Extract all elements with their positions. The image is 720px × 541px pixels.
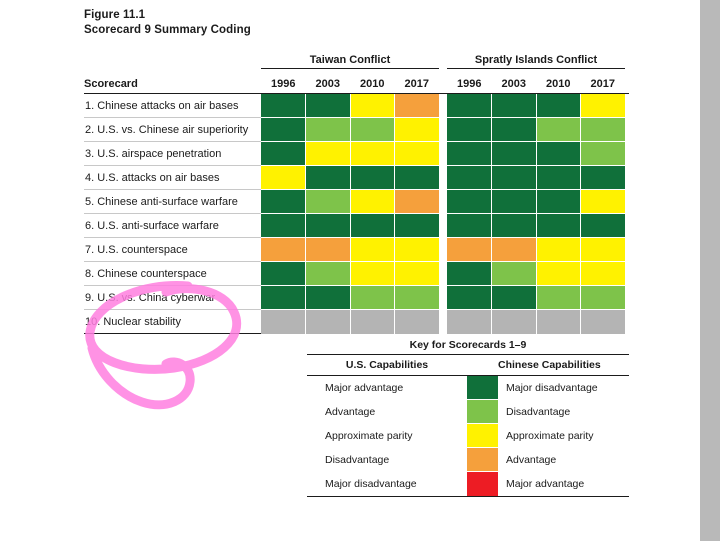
cell-spratly-1 [492,190,537,214]
cell-taiwan-0 [261,214,306,238]
cell-spratly-1 [492,214,537,238]
legend-column-headers [307,355,629,376]
figure-block [84,8,629,334]
row-label: 6. U.S. anti-surface warfare [84,214,261,238]
scorecard-column-header: Scorecard [84,78,138,90]
legend-column-us: U.S. Capabilities [345,359,429,371]
cells-taiwan [261,238,439,262]
cell-spratly-1 [492,238,537,262]
cell-spratly-2 [537,166,582,190]
legend-row [307,424,629,448]
cell-taiwan-1 [306,190,351,214]
legend-row [307,448,629,472]
year-header-taiwan-2003: 2003 [315,78,340,90]
cell-spratly-0 [447,262,492,286]
row-label: 9. U.S. vs. China cyberwar [84,286,261,310]
cells-gap [439,94,447,118]
cell-spratly-0 [447,166,492,190]
cells-spratly [447,262,625,286]
conflict-group-header-row [84,47,629,69]
cell-spratly-2 [537,310,582,334]
cell-spratly-1 [492,286,537,310]
row-label: 2. U.S. vs. Chinese air superiority [84,118,261,142]
cells-taiwan [261,286,439,310]
cells-taiwan [261,118,439,142]
table-row [84,94,629,118]
cells-spratly [447,310,625,334]
year-header-row [84,69,629,94]
figure-title: Scorecard 9 Summary Coding [84,24,251,36]
cells-gap [439,238,447,262]
cell-taiwan-3 [395,190,439,214]
cell-taiwan-0 [261,166,306,190]
scorecard-table [84,47,629,334]
cells-gap [439,262,447,286]
legend-china-label: Advantage [506,454,557,466]
year-header-taiwan-1996: 1996 [271,78,296,90]
cell-spratly-0 [447,142,492,166]
cells-taiwan [261,310,439,334]
cells-gap [439,142,447,166]
row-label: 5. Chinese anti-surface warfare [84,190,261,214]
cell-taiwan-2 [351,238,396,262]
cell-spratly-3 [581,262,625,286]
cell-taiwan-3 [395,142,439,166]
cells-spratly [447,166,625,190]
cell-taiwan-2 [351,166,396,190]
cell-taiwan-3 [395,94,439,118]
cell-taiwan-2 [351,142,396,166]
cell-taiwan-2 [351,286,396,310]
legend-china-label: Approximate parity [506,430,594,442]
cells-taiwan [261,166,439,190]
cell-spratly-0 [447,310,492,334]
cell-spratly-2 [537,190,582,214]
cells-gap [439,310,447,334]
cell-taiwan-2 [351,310,396,334]
cell-spratly-0 [447,214,492,238]
cell-taiwan-2 [351,214,396,238]
legend-block [307,339,629,497]
legend-rows [307,376,629,497]
cell-taiwan-0 [261,238,306,262]
year-header-spratly-2010: 2010 [546,78,571,90]
cell-taiwan-3 [395,118,439,142]
group-header-spratly: Spratly Islands Conflict [447,54,625,69]
year-header-taiwan-2017: 2017 [404,78,429,90]
cell-spratly-1 [492,262,537,286]
cell-taiwan-2 [351,94,396,118]
legend-us-label: Major advantage [325,382,404,394]
cells-taiwan [261,190,439,214]
cell-spratly-3 [581,214,625,238]
table-row [84,238,629,262]
cells-spratly [447,94,625,118]
cell-spratly-2 [537,118,582,142]
cell-taiwan-1 [306,142,351,166]
cell-spratly-0 [447,238,492,262]
cell-spratly-2 [537,214,582,238]
cell-taiwan-1 [306,262,351,286]
cell-spratly-3 [581,94,625,118]
legend-color-swatch [467,472,498,496]
legend-color-swatch [467,400,498,424]
cell-taiwan-3 [395,214,439,238]
cell-taiwan-0 [261,118,306,142]
table-row [84,190,629,214]
cell-spratly-2 [537,94,582,118]
cell-taiwan-3 [395,238,439,262]
cells-taiwan [261,214,439,238]
cells-gap [439,118,447,142]
cell-spratly-2 [537,286,582,310]
year-header-spratly-2003: 2003 [501,78,526,90]
cell-taiwan-0 [261,310,306,334]
table-row [84,166,629,190]
legend-color-swatch [467,448,498,472]
legend-china-label: Major advantage [506,478,585,490]
legend-title: Key for Scorecards 1–9 [307,339,629,355]
legend-row [307,400,629,424]
cell-spratly-0 [447,286,492,310]
cell-spratly-3 [581,286,625,310]
cell-spratly-1 [492,118,537,142]
cell-taiwan-0 [261,262,306,286]
cell-spratly-1 [492,142,537,166]
row-label: 1. Chinese attacks on air bases [84,94,261,118]
legend-us-label: Approximate parity [325,430,413,442]
cell-taiwan-1 [306,310,351,334]
cell-taiwan-0 [261,286,306,310]
row-label: 10. Nuclear stability [84,310,261,334]
table-row [84,142,629,166]
cell-taiwan-2 [351,190,396,214]
cells-spratly [447,238,625,262]
table-row [84,214,629,238]
cell-taiwan-3 [395,262,439,286]
cells-gap [439,190,447,214]
figure-caption [84,8,629,38]
cells-spratly [447,286,625,310]
cell-taiwan-2 [351,262,396,286]
cell-taiwan-0 [261,94,306,118]
cell-taiwan-1 [306,286,351,310]
spratly-year-headers [447,78,625,93]
legend-us-label: Disadvantage [325,454,390,466]
row-label: 4. U.S. attacks on air bases [84,166,261,190]
cell-spratly-1 [492,310,537,334]
cell-spratly-1 [492,166,537,190]
year-header-spratly-2017: 2017 [590,78,615,90]
cell-spratly-2 [537,238,582,262]
cell-taiwan-1 [306,94,351,118]
table-row [84,286,629,310]
cell-spratly-3 [581,238,625,262]
cell-spratly-3 [581,310,625,334]
figure-number: Figure 11.1 [84,9,146,21]
cells-taiwan [261,142,439,166]
cell-spratly-2 [537,142,582,166]
cells-taiwan [261,94,439,118]
cells-gap [439,214,447,238]
cell-spratly-3 [581,190,625,214]
legend-china-label: Major disadvantage [506,382,598,394]
row-label: 7. U.S. counterspace [84,238,261,262]
cells-spratly [447,190,625,214]
cell-taiwan-0 [261,190,306,214]
legend-us-label: Advantage [325,406,376,418]
cells-spratly [447,142,625,166]
legend-color-swatch [467,376,498,400]
cell-spratly-2 [537,262,582,286]
cell-spratly-0 [447,94,492,118]
legend-row [307,376,629,400]
cell-taiwan-1 [306,166,351,190]
cells-taiwan [261,262,439,286]
cells-gap [439,166,447,190]
year-header-spratly-1996: 1996 [457,78,482,90]
cell-taiwan-3 [395,166,439,190]
cell-taiwan-1 [306,214,351,238]
scorecard-rows [84,94,629,334]
group-header-taiwan: Taiwan Conflict [261,54,439,69]
cells-gap [439,286,447,310]
cell-taiwan-3 [395,286,439,310]
legend-row [307,472,629,497]
cell-taiwan-2 [351,118,396,142]
cell-spratly-1 [492,94,537,118]
cells-spratly [447,214,625,238]
year-header-taiwan-2010: 2010 [360,78,385,90]
cells-spratly [447,118,625,142]
legend-china-label: Disadvantage [506,406,571,418]
cell-spratly-0 [447,118,492,142]
cell-spratly-3 [581,118,625,142]
table-row [84,118,629,142]
cell-taiwan-1 [306,238,351,262]
legend-color-swatch [467,424,498,448]
taiwan-year-headers [261,78,439,93]
legend-us-label: Major disadvantage [325,478,417,490]
table-row [84,310,629,334]
legend-column-china: Chinese Capabilities [498,359,601,371]
row-label: 8. Chinese counterspace [84,262,261,286]
cell-taiwan-3 [395,310,439,334]
table-row [84,262,629,286]
cell-taiwan-0 [261,142,306,166]
cell-taiwan-1 [306,118,351,142]
cell-spratly-3 [581,142,625,166]
row-label: 3. U.S. airspace penetration [84,142,261,166]
cell-spratly-0 [447,190,492,214]
cell-spratly-3 [581,166,625,190]
